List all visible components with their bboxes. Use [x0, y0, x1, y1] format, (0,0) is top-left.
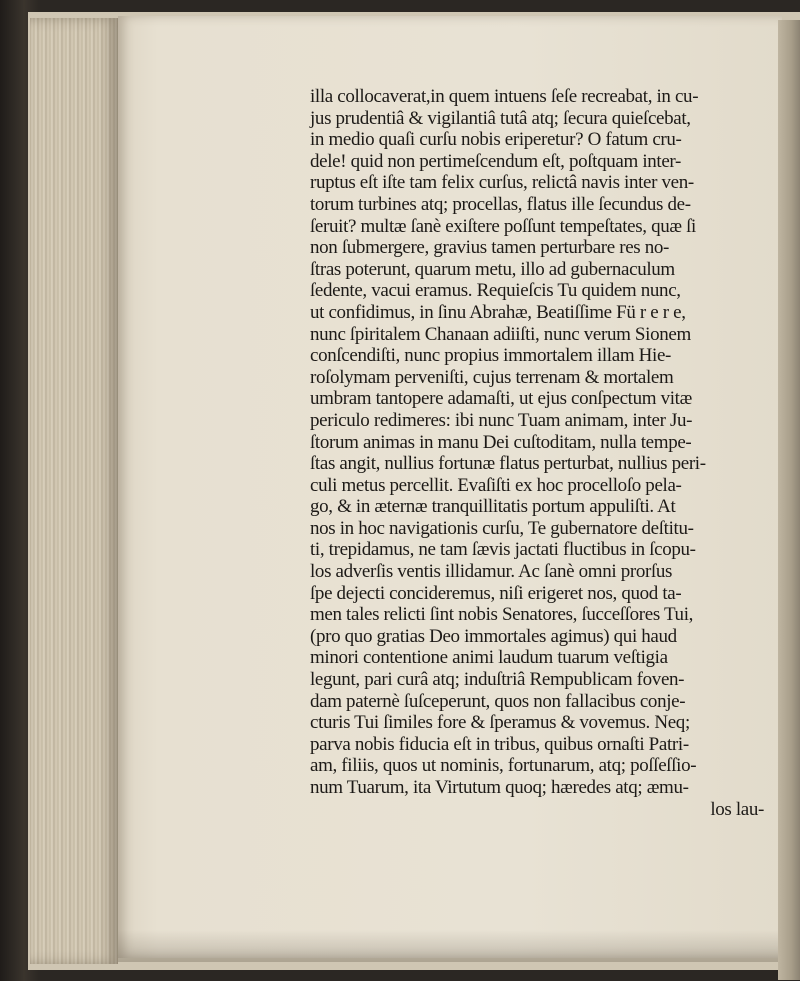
text-line: minori contentione animi laudum tuarum veſtigia	[310, 647, 668, 669]
text-line: cturis Tui ſimiles fore & ſperamus & vovemus. Neq;	[310, 712, 690, 734]
text-line: ut confidimus, in ſinu Abrahæ, Beatiſſime Fü r e r e,	[310, 301, 686, 323]
catchword: los lau-	[710, 798, 764, 820]
page-text	[310, 86, 770, 820]
text-line: (pro quo gratias Deo immortales agimus) qui haud	[310, 625, 677, 647]
text-line: ſtas angit, nullius fortunæ flatus perturbat, nullius peri-	[310, 453, 706, 475]
text-line: nos in hoc navigationis curſu, Te gubernatore deſtitu-	[310, 517, 694, 539]
text-line: periculo redimeres: ibi nunc Tuam animam, inter Ju-	[310, 409, 693, 431]
text-line: dele! quid non pertimeſcendum eſt, poſtquam inter-	[310, 150, 681, 172]
text-line: culi metus percellit. Evaſiſti ex hoc procelloſo pela-	[310, 474, 682, 496]
text-line: torum turbines atq; procellas, flatus ille ſecundus de-	[310, 193, 691, 215]
text-line: illa collocaverat,in quem intuens ſeſe recreabat, in cu-	[310, 86, 699, 107]
text-line: dam paternè ſuſceperunt, quos non fallacibus conje-	[310, 690, 686, 712]
text-line: umbram tantopere adamaſti, ut ejus conſpectum vitæ	[310, 388, 692, 410]
text-line: non ſubmergere, gravius tamen perturbare res no-	[310, 237, 670, 259]
text-line: jus prudentiâ & vigilantiâ tutâ atq; ſecura quieſcebat,	[310, 107, 691, 129]
text-line: in medio quaſi curſu nobis eriperetur? O fatum cru-	[310, 129, 682, 151]
text-line: am, filiis, quos ut nominis, fortunarum, atq; poſſeſſio-	[310, 755, 697, 777]
text-line: ſtras poterunt, quarum metu, illo ad gubernaculum	[310, 258, 675, 280]
text-line: legunt, pari curâ atq; induſtriâ Rempublicam foven-	[310, 669, 685, 691]
text-line: roſolymam perveniſti, cujus terrenam & mortalem	[310, 366, 674, 388]
text-line: ſpe dejecti concideremus, niſi erigeret nos, quod ta-	[310, 582, 682, 604]
text-line: ſedente, vacui eramus. Requieſcis Tu quidem nunc,	[310, 280, 681, 302]
text-line: ſtorum animas in manu Dei cuſtoditam, nulla tempe-	[310, 431, 692, 453]
text-line: ſeruit? multæ ſanè exiſtere poſſunt tempeſtates, quæ ſi	[310, 215, 696, 237]
page-edges	[30, 18, 118, 964]
text-line: go, & in æternæ tranquillitatis portum appuliſti. At	[310, 496, 676, 518]
text-line: conſcendiſti, nunc propius immortalem illam Hie-	[310, 345, 672, 367]
right-page-edge	[778, 20, 800, 980]
page-bottom-shadow	[118, 930, 782, 962]
text-line: num Tuarum, ita Virtutum quoq; hæredes atq; æmu-	[310, 777, 689, 798]
text-line: ruptus eſt iſte tam felix curſus, relictâ navis inter ven-	[310, 172, 694, 194]
text-line: men tales relicti ſint nobis Senatores, ſucceſſores Tui,	[310, 604, 694, 626]
text-line: nunc ſpiritalem Chanaan adiiſti, nunc verum Sionem	[310, 323, 691, 345]
text-line: parva nobis fiducia eſt in tribus, quibus ornaſti Patri-	[310, 733, 689, 755]
text-line: ti, trepidamus, ne tam ſævis jactati fluctibus in ſcopu-	[310, 539, 696, 561]
text-line: los adverſis ventis illidamur. Ac ſanè omni prorſus	[310, 561, 673, 583]
